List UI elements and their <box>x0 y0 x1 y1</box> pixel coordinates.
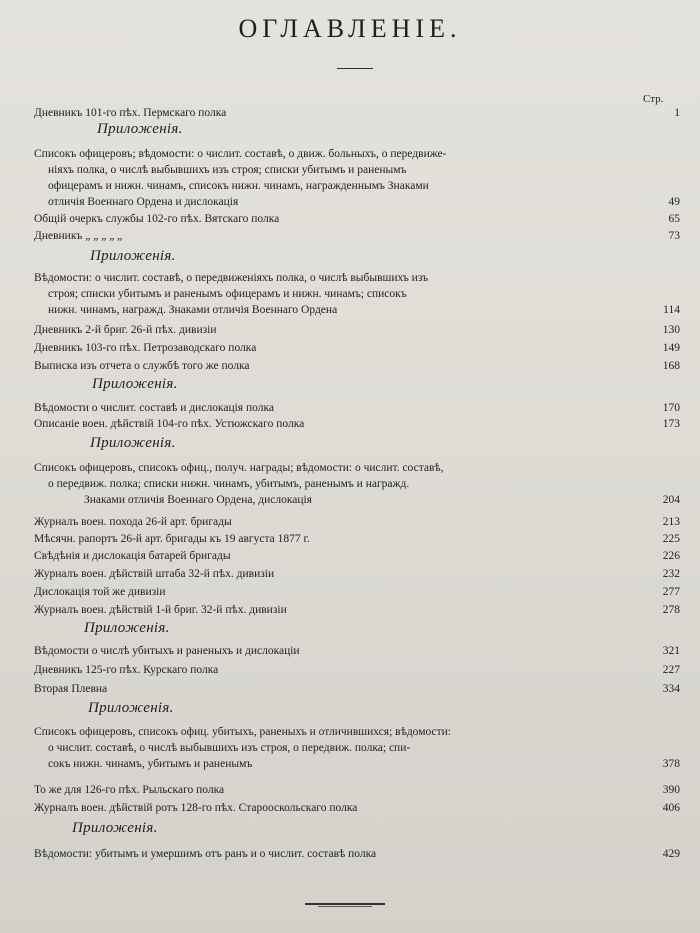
entry-text: Дневникъ 2-й бриг. 26-й пѣх. дивизіи <box>34 324 217 336</box>
entry-page: 49 <box>668 196 680 208</box>
entry-text: отличія Военнаго Ордена и дислокація <box>48 196 239 208</box>
entry-page: 226 <box>662 550 680 562</box>
entry-text: Общій очеркъ службы 102-го пѣх. Вятскаго полка <box>34 213 280 225</box>
bottom-rule <box>305 903 385 905</box>
appendix-heading: Приложенія. <box>72 820 158 836</box>
entry-text: Свѣдѣнія и дислокація батарей бригады <box>34 550 231 562</box>
entry-text: Дневникъ 101-го пѣх. Пермскаго полка <box>34 107 227 119</box>
entry-page: 227 <box>662 664 680 676</box>
entry-text: Дневникъ 103-го пѣх. Петрозаводскаго полка <box>34 342 257 354</box>
entry-text: о числит. составѣ, о числѣ выбывшихъ изъ строя, о передвиж. полка; спи- <box>48 742 411 754</box>
entry-page: 277 <box>662 586 680 598</box>
entry-text: Знаками отличія Военнаго Ордена, дислокація <box>84 494 312 506</box>
appendix-heading: Приложенія. <box>88 700 174 716</box>
toc-entry <box>34 322 680 338</box>
appendix-heading: Приложенія. <box>84 620 170 636</box>
toc-entry <box>34 566 680 582</box>
entry-text: Выписка изъ отчета о службѣ того же полка <box>34 360 250 372</box>
entry-text: Вѣдомости о числит. составѣ и дислокація полка <box>34 402 274 414</box>
entry-text: Описаніе воен. дѣйствій 104-го пѣх. Устюжскаго полка <box>34 418 305 430</box>
entry-page: 278 <box>662 604 680 616</box>
toc-entry <box>34 846 680 862</box>
entry-text: сокъ нижн. чинамъ, убитымъ и раненымъ <box>48 758 253 770</box>
entry-page: 225 <box>662 533 680 545</box>
entry-page: 429 <box>662 848 680 860</box>
entry-page: 213 <box>662 516 680 528</box>
entry-text: нижн. чинамъ, награжд. Знаками отличія Военнаго Ордена <box>48 304 338 316</box>
entry-text: о передвиж. полка; списки нижн. чинамъ, убитымъ, раненымъ и награжд. <box>48 478 410 490</box>
entry-page: 334 <box>662 683 680 695</box>
toc-entry <box>34 782 680 798</box>
entry-text: Дислокація той же дивизіи <box>34 586 166 598</box>
entry-text: Вторая Плевна <box>34 683 108 695</box>
entry-page: 65 <box>668 213 680 225</box>
entry-page: 168 <box>662 360 680 372</box>
entry-page: 204 <box>662 494 680 506</box>
toc-entry <box>34 358 680 374</box>
bottom-rule <box>318 906 372 907</box>
appendix-heading: Приложенія. <box>90 435 176 451</box>
entry-page: 378 <box>662 758 680 770</box>
toc-entry <box>34 548 680 564</box>
page-column-heading: Стр. <box>643 93 664 105</box>
toc-entry <box>34 681 680 697</box>
entry-text: Списокъ офицеровъ, списокъ офиц. убитыхъ, раненыхъ и отличившихся; вѣдомости: <box>34 726 451 738</box>
toc-entry <box>34 146 680 210</box>
entry-text: То же для 126-го пѣх. Рыльскаго полка <box>34 784 225 796</box>
entry-text: Журналъ воен. дѣйствій штаба 32-й пѣх. дивизіи <box>34 568 275 580</box>
entry-page: 114 <box>663 304 680 316</box>
entry-text: ніяхъ полка, о числѣ выбывшихъ изъ строя; списки убитымъ и раненымъ <box>48 164 407 176</box>
entry-text: Дневникъ 125-го пѣх. Курскаго полка <box>34 664 219 676</box>
entry-text: Журналъ воен. дѣйствій ротъ 128-го пѣх. Старооскольскаго полка <box>34 802 358 814</box>
toc-entry <box>34 228 680 244</box>
toc-entry <box>34 105 680 121</box>
entry-text: Списокъ офицеровъ, списокъ офиц., получ. награды; вѣдомости: о числит. составѣ, <box>34 462 444 474</box>
entry-page: 73 <box>668 230 680 242</box>
page-title: ОГЛАВЛЕНІЕ. <box>238 14 462 43</box>
entry-text: Журналъ воен. дѣйствій 1-й бриг. 32-й пѣх. дивизіи <box>34 604 287 616</box>
entry-text: строя; списки убитымъ и раненымъ офицерамъ и нижн. чинамъ; списокъ <box>48 288 407 300</box>
entry-page: 232 <box>662 568 680 580</box>
toc-entry <box>34 800 680 816</box>
entry-page: 321 <box>662 645 680 657</box>
appendix-heading: Приложенія. <box>92 376 178 392</box>
entry-text: Вѣдомости: о числит. составѣ, о передвиженіяхъ полка, о числѣ выбывшихъ изъ <box>34 272 429 284</box>
entry-text: Дневникъ „ „ „ „ „ <box>34 230 123 242</box>
toc-entry <box>34 602 680 618</box>
entry-page: 173 <box>662 418 680 430</box>
title-rule <box>337 68 373 69</box>
entry-page: 130 <box>662 324 680 336</box>
toc-entry <box>34 460 680 508</box>
entry-page: 1 <box>674 107 680 119</box>
appendix-heading: Приложенія. <box>97 121 183 137</box>
toc-entry <box>34 584 680 600</box>
appendix-heading: Приложенія. <box>90 248 176 264</box>
toc-entry <box>34 416 680 432</box>
toc-entry <box>34 340 680 356</box>
toc-entry <box>34 724 680 772</box>
entry-page: 390 <box>662 784 680 796</box>
entry-text: Списокъ офицеровъ; вѣдомости: о числит. составѣ, о движ. больныхъ, о передвиже- <box>34 148 447 160</box>
toc-entry <box>34 211 680 227</box>
toc-entry <box>34 400 680 416</box>
toc-entry <box>34 514 680 530</box>
toc-entry <box>34 643 680 659</box>
entry-text: офицерамъ и нижн. чинамъ, списокъ нижн. чинамъ, награжденнымъ Знаками <box>48 180 429 192</box>
entry-text: Журналъ воен. похода 26-й арт. бригады <box>34 516 232 528</box>
entry-page: 406 <box>662 802 680 814</box>
toc-entry <box>34 270 680 318</box>
entry-text: Вѣдомости: убитымъ и умершимъ отъ ранъ и о числит. составѣ полка <box>34 848 377 860</box>
entry-page: 170 <box>662 402 680 414</box>
toc-entry <box>34 662 680 678</box>
toc-entry <box>34 531 680 547</box>
entry-page: 149 <box>662 342 680 354</box>
entry-text: Вѣдомости о числѣ убитыхъ и раненыхъ и дислокаціи <box>34 645 300 657</box>
entry-text: Мѣсячн. рапортъ 26-й арт. бригады къ 19 августа 1877 г. <box>34 533 310 545</box>
